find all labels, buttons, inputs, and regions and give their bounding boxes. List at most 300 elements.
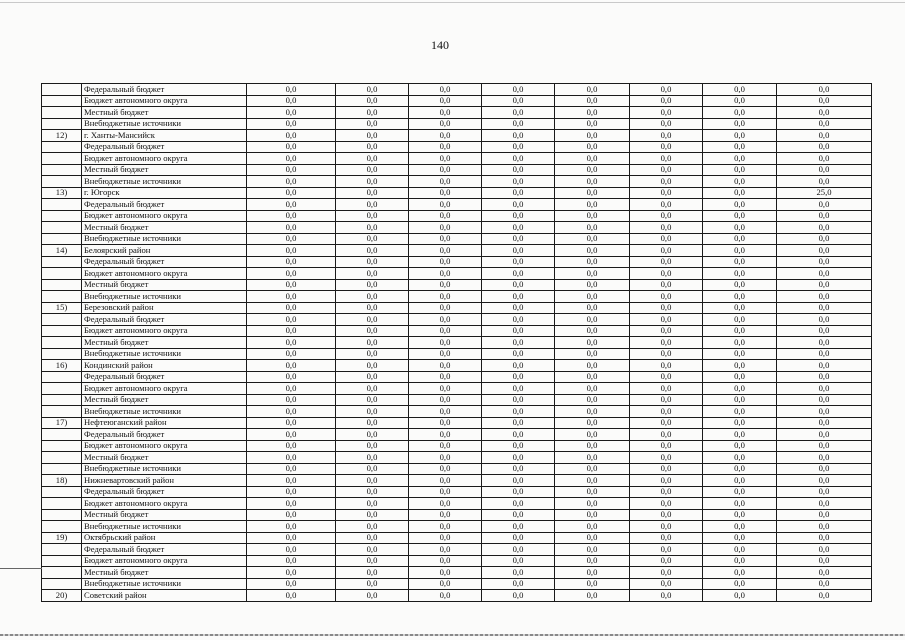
- row-number: [42, 383, 82, 395]
- value-cell: 0,0: [630, 222, 703, 234]
- value-cell: 0,0: [336, 463, 409, 475]
- row-label: Федеральный бюджет: [82, 371, 247, 383]
- row-number: [42, 268, 82, 280]
- value-cell: 0,0: [409, 394, 482, 406]
- row-label: Внебюджетные источники: [82, 291, 247, 303]
- row-label: Местный бюджет: [82, 567, 247, 579]
- value-cell: 0,0: [336, 245, 409, 257]
- value-cell: 0,0: [555, 348, 630, 360]
- value-cell: 0,0: [777, 84, 872, 96]
- value-cell: 0,0: [555, 245, 630, 257]
- value-cell: 0,0: [703, 578, 777, 590]
- row-label: г. Югорск: [82, 187, 247, 199]
- value-cell: 0,0: [630, 95, 703, 107]
- value-cell: 0,0: [336, 544, 409, 556]
- value-cell: 0,0: [482, 314, 555, 326]
- value-cell: 0,0: [703, 199, 777, 211]
- value-cell: 0,0: [555, 256, 630, 268]
- value-cell: 0,0: [703, 498, 777, 510]
- value-cell: 0,0: [630, 509, 703, 521]
- value-cell: 0,0: [247, 325, 336, 337]
- value-cell: 0,0: [409, 498, 482, 510]
- row-number: [42, 118, 82, 130]
- value-cell: 0,0: [247, 314, 336, 326]
- value-cell: 0,0: [409, 509, 482, 521]
- value-cell: 0,0: [482, 360, 555, 372]
- value-cell: 0,0: [336, 222, 409, 234]
- table-row: [42, 314, 872, 326]
- value-cell: 0,0: [630, 371, 703, 383]
- value-cell: 0,0: [247, 383, 336, 395]
- value-cell: 0,0: [247, 555, 336, 567]
- value-cell: 0,0: [555, 291, 630, 303]
- row-label: Бюджет автономного округа: [82, 95, 247, 107]
- value-cell: 0,0: [555, 268, 630, 280]
- value-cell: 0,0: [630, 141, 703, 153]
- value-cell: 0,0: [777, 348, 872, 360]
- value-cell: 0,0: [409, 463, 482, 475]
- value-cell: 0,0: [247, 532, 336, 544]
- table-row: [42, 279, 872, 291]
- table-row: [42, 578, 872, 590]
- table-row: [42, 360, 872, 372]
- row-number: [42, 394, 82, 406]
- value-cell: 0,0: [630, 130, 703, 142]
- value-cell: 0,0: [482, 141, 555, 153]
- value-cell: 0,0: [777, 486, 872, 498]
- table-row: [42, 107, 872, 119]
- value-cell: 0,0: [777, 544, 872, 556]
- table-row: [42, 84, 872, 96]
- value-cell: 0,0: [630, 463, 703, 475]
- scan-edge-top: [0, 2, 905, 3]
- value-cell: 0,0: [247, 417, 336, 429]
- row-number: [42, 544, 82, 556]
- value-cell: 0,0: [247, 567, 336, 579]
- row-label: Бюджет автономного округа: [82, 498, 247, 510]
- value-cell: 0,0: [630, 486, 703, 498]
- row-label: Федеральный бюджет: [82, 256, 247, 268]
- row-number: [42, 199, 82, 211]
- value-cell: 0,0: [482, 337, 555, 349]
- value-cell: 0,0: [703, 348, 777, 360]
- value-cell: 0,0: [630, 475, 703, 487]
- value-cell: 0,0: [630, 210, 703, 222]
- value-cell: 0,0: [482, 256, 555, 268]
- row-label: Нижневартовский район: [82, 475, 247, 487]
- value-cell: 0,0: [247, 498, 336, 510]
- table-row: [42, 153, 872, 165]
- value-cell: 0,0: [409, 429, 482, 441]
- value-cell: 0,0: [703, 302, 777, 314]
- value-cell: 0,0: [482, 406, 555, 418]
- value-cell: 0,0: [555, 486, 630, 498]
- table-row: [42, 417, 872, 429]
- value-cell: 0,0: [555, 463, 630, 475]
- value-cell: 0,0: [630, 291, 703, 303]
- value-cell: 0,0: [555, 429, 630, 441]
- value-cell: 0,0: [777, 210, 872, 222]
- row-label: Внебюджетные источники: [82, 118, 247, 130]
- value-cell: 0,0: [409, 590, 482, 602]
- value-cell: 0,0: [703, 222, 777, 234]
- value-cell: 0,0: [336, 590, 409, 602]
- value-cell: 0,0: [336, 199, 409, 211]
- value-cell: 0,0: [703, 245, 777, 257]
- row-label: Федеральный бюджет: [82, 199, 247, 211]
- value-cell: 0,0: [482, 348, 555, 360]
- value-cell: 0,0: [482, 544, 555, 556]
- value-cell: 0,0: [555, 360, 630, 372]
- row-label: Внебюджетные источники: [82, 521, 247, 533]
- row-number: [42, 521, 82, 533]
- value-cell: 0,0: [777, 291, 872, 303]
- row-number: [42, 222, 82, 234]
- value-cell: 0,0: [555, 314, 630, 326]
- value-cell: 0,0: [247, 118, 336, 130]
- value-cell: 0,0: [555, 498, 630, 510]
- value-cell: 0,0: [247, 452, 336, 464]
- value-cell: 0,0: [247, 291, 336, 303]
- row-label: Внебюджетные источники: [82, 348, 247, 360]
- row-number: [42, 291, 82, 303]
- value-cell: 0,0: [777, 383, 872, 395]
- row-label: Внебюджетные источники: [82, 176, 247, 188]
- value-cell: 0,0: [409, 164, 482, 176]
- value-cell: 0,0: [482, 371, 555, 383]
- value-cell: 0,0: [630, 164, 703, 176]
- value-cell: 0,0: [555, 440, 630, 452]
- value-cell: 0,0: [630, 187, 703, 199]
- table-row: [42, 222, 872, 234]
- value-cell: 0,0: [247, 107, 336, 119]
- value-cell: 0,0: [777, 176, 872, 188]
- row-number: [42, 84, 82, 96]
- value-cell: 0,0: [482, 394, 555, 406]
- value-cell: 0,0: [482, 567, 555, 579]
- value-cell: 0,0: [247, 153, 336, 165]
- row-label: Кондинский район: [82, 360, 247, 372]
- table-row: [42, 429, 872, 441]
- table-row: [42, 544, 872, 556]
- table-row: [42, 475, 872, 487]
- table-row: [42, 141, 872, 153]
- value-cell: 0,0: [703, 153, 777, 165]
- value-cell: 0,0: [482, 84, 555, 96]
- row-number: 19): [42, 532, 82, 544]
- value-cell: 0,0: [409, 360, 482, 372]
- value-cell: 0,0: [336, 567, 409, 579]
- row-number: [42, 348, 82, 360]
- value-cell: 0,0: [247, 544, 336, 556]
- value-cell: 0,0: [247, 590, 336, 602]
- value-cell: 0,0: [630, 521, 703, 533]
- budget-table: [41, 83, 872, 602]
- row-label: Внебюджетные источники: [82, 233, 247, 245]
- value-cell: 25,0: [777, 187, 872, 199]
- value-cell: 0,0: [555, 590, 630, 602]
- value-cell: 0,0: [409, 371, 482, 383]
- value-cell: 0,0: [482, 463, 555, 475]
- value-cell: 0,0: [247, 176, 336, 188]
- table-row: [42, 521, 872, 533]
- value-cell: 0,0: [630, 337, 703, 349]
- value-cell: 0,0: [247, 95, 336, 107]
- row-number: [42, 452, 82, 464]
- value-cell: 0,0: [777, 394, 872, 406]
- value-cell: 0,0: [630, 360, 703, 372]
- row-number: [42, 325, 82, 337]
- value-cell: 0,0: [630, 578, 703, 590]
- value-cell: 0,0: [777, 521, 872, 533]
- row-number: [42, 486, 82, 498]
- value-cell: 0,0: [409, 84, 482, 96]
- value-cell: 0,0: [703, 440, 777, 452]
- value-cell: 0,0: [777, 222, 872, 234]
- value-cell: 0,0: [777, 567, 872, 579]
- value-cell: 0,0: [336, 509, 409, 521]
- table-row: [42, 95, 872, 107]
- row-number: 15): [42, 302, 82, 314]
- table-row: [42, 555, 872, 567]
- value-cell: 0,0: [247, 199, 336, 211]
- row-number: [42, 429, 82, 441]
- value-cell: 0,0: [336, 521, 409, 533]
- value-cell: 0,0: [777, 555, 872, 567]
- row-number: 14): [42, 245, 82, 257]
- row-label: Бюджет автономного округа: [82, 268, 247, 280]
- value-cell: 0,0: [703, 141, 777, 153]
- value-cell: 0,0: [336, 130, 409, 142]
- row-number: [42, 279, 82, 291]
- value-cell: 0,0: [703, 291, 777, 303]
- value-cell: 0,0: [247, 210, 336, 222]
- row-number: 12): [42, 130, 82, 142]
- value-cell: 0,0: [482, 521, 555, 533]
- value-cell: 0,0: [409, 95, 482, 107]
- row-number: 13): [42, 187, 82, 199]
- value-cell: 0,0: [630, 256, 703, 268]
- value-cell: 0,0: [630, 268, 703, 280]
- value-cell: 0,0: [555, 475, 630, 487]
- row-label: Бюджет автономного округа: [82, 555, 247, 567]
- table-row: [42, 452, 872, 464]
- table-row: [42, 291, 872, 303]
- value-cell: 0,0: [482, 187, 555, 199]
- value-cell: 0,0: [703, 394, 777, 406]
- value-cell: 0,0: [777, 245, 872, 257]
- value-cell: 0,0: [703, 463, 777, 475]
- value-cell: 0,0: [247, 406, 336, 418]
- value-cell: 0,0: [336, 176, 409, 188]
- value-cell: 0,0: [703, 383, 777, 395]
- value-cell: 0,0: [336, 107, 409, 119]
- scan-edge-bottom: [0, 634, 905, 636]
- value-cell: 0,0: [703, 475, 777, 487]
- row-label: Октябрьский район: [82, 532, 247, 544]
- value-cell: 0,0: [777, 107, 872, 119]
- value-cell: 0,0: [703, 452, 777, 464]
- table-row: [42, 268, 872, 280]
- value-cell: 0,0: [336, 268, 409, 280]
- value-cell: 0,0: [482, 199, 555, 211]
- value-cell: 0,0: [555, 118, 630, 130]
- value-cell: 0,0: [247, 268, 336, 280]
- value-cell: 0,0: [482, 325, 555, 337]
- value-cell: 0,0: [409, 153, 482, 165]
- value-cell: 0,0: [703, 268, 777, 280]
- value-cell: 0,0: [630, 153, 703, 165]
- row-label: Березовский район: [82, 302, 247, 314]
- value-cell: 0,0: [409, 130, 482, 142]
- value-cell: 0,0: [482, 578, 555, 590]
- value-cell: 0,0: [336, 84, 409, 96]
- value-cell: 0,0: [247, 279, 336, 291]
- value-cell: 0,0: [777, 440, 872, 452]
- row-number: [42, 233, 82, 245]
- value-cell: 0,0: [703, 164, 777, 176]
- value-cell: 0,0: [630, 429, 703, 441]
- value-cell: 0,0: [409, 222, 482, 234]
- value-cell: 0,0: [247, 348, 336, 360]
- value-cell: 0,0: [482, 417, 555, 429]
- row-label: Бюджет автономного округа: [82, 383, 247, 395]
- value-cell: 0,0: [555, 210, 630, 222]
- value-cell: 0,0: [482, 302, 555, 314]
- value-cell: 0,0: [703, 325, 777, 337]
- value-cell: 0,0: [630, 245, 703, 257]
- value-cell: 0,0: [703, 429, 777, 441]
- value-cell: 0,0: [555, 199, 630, 211]
- value-cell: 0,0: [777, 153, 872, 165]
- table-row: [42, 337, 872, 349]
- value-cell: 0,0: [777, 578, 872, 590]
- value-cell: 0,0: [777, 279, 872, 291]
- value-cell: 0,0: [247, 521, 336, 533]
- value-cell: 0,0: [777, 463, 872, 475]
- value-cell: 0,0: [336, 337, 409, 349]
- value-cell: 0,0: [409, 302, 482, 314]
- row-label: Федеральный бюджет: [82, 84, 247, 96]
- table-row: [42, 187, 872, 199]
- value-cell: 0,0: [336, 475, 409, 487]
- value-cell: 0,0: [336, 578, 409, 590]
- value-cell: 0,0: [703, 360, 777, 372]
- row-number: [42, 440, 82, 452]
- value-cell: 0,0: [409, 348, 482, 360]
- value-cell: 0,0: [482, 590, 555, 602]
- row-number: 16): [42, 360, 82, 372]
- table-row: [42, 371, 872, 383]
- value-cell: 0,0: [336, 314, 409, 326]
- value-cell: 0,0: [555, 176, 630, 188]
- value-cell: 0,0: [409, 544, 482, 556]
- value-cell: 0,0: [336, 486, 409, 498]
- value-cell: 0,0: [703, 567, 777, 579]
- value-cell: 0,0: [703, 84, 777, 96]
- value-cell: 0,0: [777, 314, 872, 326]
- value-cell: 0,0: [555, 302, 630, 314]
- value-cell: 0,0: [336, 383, 409, 395]
- value-cell: 0,0: [336, 141, 409, 153]
- value-cell: 0,0: [555, 279, 630, 291]
- row-number: [42, 314, 82, 326]
- value-cell: 0,0: [777, 498, 872, 510]
- value-cell: 0,0: [482, 95, 555, 107]
- value-cell: 0,0: [409, 233, 482, 245]
- value-cell: 0,0: [336, 371, 409, 383]
- table-row: [42, 130, 872, 142]
- value-cell: 0,0: [777, 360, 872, 372]
- value-cell: 0,0: [703, 210, 777, 222]
- page-number: 140: [431, 38, 449, 52]
- value-cell: 0,0: [482, 509, 555, 521]
- value-cell: 0,0: [630, 394, 703, 406]
- row-number: [42, 141, 82, 153]
- value-cell: 0,0: [247, 578, 336, 590]
- value-cell: 0,0: [336, 187, 409, 199]
- value-cell: 0,0: [336, 498, 409, 510]
- table-row: [42, 590, 872, 602]
- value-cell: 0,0: [336, 95, 409, 107]
- value-cell: 0,0: [630, 176, 703, 188]
- table-row: [42, 383, 872, 395]
- row-label: Советский район: [82, 590, 247, 602]
- value-cell: 0,0: [482, 176, 555, 188]
- value-cell: 0,0: [336, 429, 409, 441]
- value-cell: 0,0: [703, 417, 777, 429]
- value-cell: 0,0: [555, 337, 630, 349]
- value-cell: 0,0: [555, 532, 630, 544]
- row-number: 18): [42, 475, 82, 487]
- value-cell: 0,0: [630, 417, 703, 429]
- value-cell: 0,0: [555, 222, 630, 234]
- value-cell: 0,0: [409, 118, 482, 130]
- value-cell: 0,0: [247, 256, 336, 268]
- value-cell: 0,0: [555, 555, 630, 567]
- value-cell: 0,0: [630, 440, 703, 452]
- value-cell: 0,0: [777, 452, 872, 464]
- value-cell: 0,0: [703, 187, 777, 199]
- row-label: Федеральный бюджет: [82, 429, 247, 441]
- value-cell: 0,0: [703, 107, 777, 119]
- value-cell: 0,0: [555, 406, 630, 418]
- value-cell: 0,0: [777, 429, 872, 441]
- value-cell: 0,0: [482, 164, 555, 176]
- row-label: Внебюджетные источники: [82, 406, 247, 418]
- value-cell: 0,0: [247, 84, 336, 96]
- value-cell: 0,0: [555, 394, 630, 406]
- table-row: [42, 406, 872, 418]
- table-row: [42, 486, 872, 498]
- value-cell: 0,0: [336, 210, 409, 222]
- row-number: [42, 95, 82, 107]
- value-cell: 0,0: [555, 371, 630, 383]
- value-cell: 0,0: [482, 245, 555, 257]
- value-cell: 0,0: [247, 141, 336, 153]
- table-row: [42, 532, 872, 544]
- value-cell: 0,0: [630, 314, 703, 326]
- value-cell: 0,0: [409, 325, 482, 337]
- value-cell: 0,0: [703, 95, 777, 107]
- value-cell: 0,0: [409, 314, 482, 326]
- value-cell: 0,0: [777, 371, 872, 383]
- value-cell: 0,0: [247, 486, 336, 498]
- value-cell: 0,0: [409, 406, 482, 418]
- row-number: [42, 555, 82, 567]
- value-cell: 0,0: [555, 84, 630, 96]
- value-cell: 0,0: [409, 555, 482, 567]
